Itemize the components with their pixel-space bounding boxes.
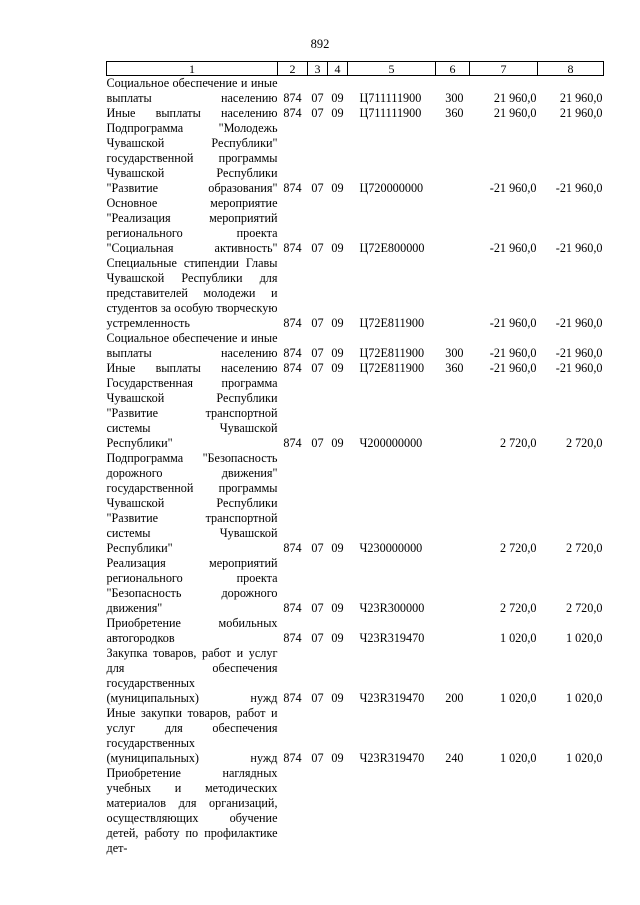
row-expense-type: [436, 121, 470, 196]
row-name: Социальное обеспечение и иные выплаты населению: [106, 76, 278, 105]
row-section-code: 07: [311, 691, 324, 705]
row-amount-a: 2 720,0: [499, 541, 537, 555]
row-target-article: Ц711111900: [359, 91, 422, 105]
row-subsection-code: 09: [331, 346, 344, 360]
row-ministry-code: 874: [283, 541, 302, 555]
row-amount-b: 2 720,0: [565, 436, 603, 450]
row-section-code: 07: [311, 316, 324, 330]
row-subsection-code: 09: [331, 751, 344, 765]
table-row: [107, 556, 604, 616]
row-ministry-code: 874: [283, 751, 302, 765]
row-ministry-code: 874: [283, 346, 302, 360]
row-amount-a: 2 720,0: [499, 436, 537, 450]
row-target-article: Ц72Е800000: [359, 241, 425, 255]
row-amount-b: -21 960,0: [555, 181, 603, 195]
table-row: [107, 196, 604, 256]
row-expense-type: [436, 196, 470, 256]
row-target-article: Ц720000000: [359, 181, 424, 195]
row-amount-b: -21 960,0: [555, 241, 603, 255]
row-ministry-code: [278, 766, 308, 856]
row-name: Иные выплаты населению: [106, 361, 278, 375]
row-subsection-code: 09: [331, 241, 344, 255]
table-row: [107, 376, 604, 451]
budget-table: [106, 61, 604, 856]
row-ministry-code: 874: [283, 361, 302, 375]
row-expense-type: [436, 616, 470, 646]
row-amount-a: 1 020,0: [499, 691, 537, 705]
row-target-article: Ц72Е811900: [359, 316, 425, 330]
col-header-4: 4: [328, 62, 348, 76]
row-name: Подпрограмма "Безопасность дорожного движения" государственной программы Чувашской Республики "Развитие транспортной системы Чувашской Республики": [106, 451, 278, 555]
row-target-article: Ч23R319470: [359, 691, 425, 705]
row-section-code: 07: [311, 361, 324, 375]
table-row: [107, 646, 604, 706]
row-name: Реализация мероприятий регионального проекта "Безопасность дорожного движения": [106, 556, 278, 615]
table-body: [107, 76, 604, 857]
row-amount-b: -21 960,0: [555, 346, 603, 360]
row-ministry-code: 874: [283, 241, 302, 255]
row-name: Иные закупки товаров, работ и услуг для обеспечения государственных (муниципальных) нужд: [106, 706, 278, 765]
row-target-article: Ц72Е811900: [359, 361, 425, 375]
row-name: Закупка товаров, работ и услуг для обеспечения государственных (муниципальных) нужд: [106, 646, 278, 705]
col-header-5: 5: [348, 62, 436, 76]
row-section-code: 07: [311, 751, 324, 765]
row-amount-b: 1 020,0: [565, 691, 603, 705]
page-number: 892: [310, 37, 330, 51]
table-row: [107, 451, 604, 556]
row-amount-a: 1 020,0: [499, 631, 537, 645]
row-ministry-code: 874: [283, 691, 302, 705]
row-amount-b: 21 960,0: [559, 91, 603, 105]
row-subsection-code: 09: [331, 601, 344, 615]
row-ministry-code: 874: [283, 316, 302, 330]
table-row: [107, 706, 604, 766]
table-row: [107, 766, 604, 856]
row-ministry-code: 874: [283, 91, 302, 105]
row-expense-type: [436, 556, 470, 616]
row-section-code: 07: [311, 631, 324, 645]
row-amount-a: 2 720,0: [499, 601, 537, 615]
row-amount-b: [538, 766, 604, 856]
row-name: Специальные стипендии Главы Чувашской Республики для представителей молодежи и студентов за особую творческую устремленность: [106, 256, 278, 330]
row-subsection-code: [328, 766, 348, 856]
row-name: Приобретение мобильных автогородков: [106, 616, 278, 645]
row-subsection-code: 09: [331, 631, 344, 645]
row-name: Приобретение наглядных учебных и методических материалов для организаций, осуществляющих обучение детей, работу по профилактике дет-: [106, 766, 278, 855]
row-name: Подпрограмма "Молодежь Чувашской Республики" государственной программы Чувашской Республики "Развитие образования": [106, 121, 278, 195]
row-section-code: 07: [311, 91, 324, 105]
row-amount-b: 1 020,0: [565, 631, 603, 645]
row-ministry-code: 874: [283, 106, 302, 120]
col-header-2: 2: [278, 62, 308, 76]
row-amount-a: -21 960,0: [489, 316, 537, 330]
row-ministry-code: 874: [283, 601, 302, 615]
row-amount-a: -21 960,0: [489, 181, 537, 195]
row-expense-type: [436, 766, 470, 856]
row-amount-b: 2 720,0: [565, 541, 603, 555]
row-target-article: Ч23R319470: [359, 631, 425, 645]
row-expense-type: 240: [445, 751, 464, 765]
row-amount-a: -21 960,0: [489, 361, 537, 375]
row-amount-a: -21 960,0: [489, 241, 537, 255]
row-name: Социальное обеспечение и иные выплаты населению: [106, 331, 278, 360]
row-amount-b: -21 960,0: [555, 316, 603, 330]
row-section-code: 07: [311, 346, 324, 360]
row-amount-b: 1 020,0: [565, 751, 603, 765]
row-subsection-code: 09: [331, 106, 344, 120]
row-ministry-code: 874: [283, 181, 302, 195]
row-expense-type: 360: [445, 361, 464, 375]
table-row: [107, 106, 604, 121]
row-subsection-code: 09: [331, 316, 344, 330]
col-header-8: 8: [538, 62, 604, 76]
row-target-article: Ц711111900: [359, 106, 422, 120]
table-header-row: [107, 62, 604, 76]
row-amount-b: -21 960,0: [555, 361, 603, 375]
row-amount-a: -21 960,0: [489, 346, 537, 360]
row-target-article: Ч23R319470: [359, 751, 425, 765]
col-header-6: 6: [436, 62, 470, 76]
row-name: Государственная программа Чувашской Республики "Развитие транспортной системы Чувашской Республики": [106, 376, 278, 450]
row-subsection-code: 09: [331, 181, 344, 195]
row-amount-a: 21 960,0: [493, 91, 537, 105]
table-row: [107, 331, 604, 361]
row-target-article: Ц72Е811900: [359, 346, 425, 360]
row-section-code: 07: [311, 436, 324, 450]
row-expense-type: [436, 376, 470, 451]
col-header-1: 1: [107, 62, 278, 76]
row-amount-a: 21 960,0: [493, 106, 537, 120]
row-ministry-code: 874: [283, 631, 302, 645]
row-ministry-code: 874: [283, 436, 302, 450]
row-amount-b: 21 960,0: [559, 106, 603, 120]
row-target-article: [348, 766, 436, 856]
row-subsection-code: 09: [331, 436, 344, 450]
row-subsection-code: 09: [331, 541, 344, 555]
row-subsection-code: 09: [331, 361, 344, 375]
table-row: [107, 616, 604, 646]
row-expense-type: 300: [445, 91, 464, 105]
row-amount-a: [470, 766, 538, 856]
row-section-code: 07: [311, 601, 324, 615]
row-expense-type: 360: [445, 106, 464, 120]
row-expense-type: [436, 256, 470, 331]
row-amount-a: 1 020,0: [499, 751, 537, 765]
row-subsection-code: 09: [331, 691, 344, 705]
row-section-code: 07: [311, 541, 324, 555]
row-expense-type: 200: [445, 691, 464, 705]
col-header-7: 7: [470, 62, 538, 76]
row-target-article: Ч200000000: [359, 436, 423, 450]
table-row: [107, 361, 604, 376]
row-amount-b: 2 720,0: [565, 601, 603, 615]
row-section-code: 07: [311, 181, 324, 195]
table-row: [107, 76, 604, 107]
row-target-article: Ч230000000: [359, 541, 423, 555]
row-section-code: 07: [311, 241, 324, 255]
row-section-code: [308, 766, 328, 856]
row-name: Иные выплаты населению: [106, 106, 278, 120]
table-row: [107, 121, 604, 196]
row-expense-type: [436, 451, 470, 556]
row-section-code: 07: [311, 106, 324, 120]
row-subsection-code: 09: [331, 91, 344, 105]
row-expense-type: 300: [445, 346, 464, 360]
col-header-3: 3: [308, 62, 328, 76]
row-target-article: Ч23R300000: [359, 601, 425, 615]
row-name: Основное мероприятие "Реализация мероприятий регионального проекта "Социальная активность": [106, 196, 278, 255]
table-row: [107, 256, 604, 331]
